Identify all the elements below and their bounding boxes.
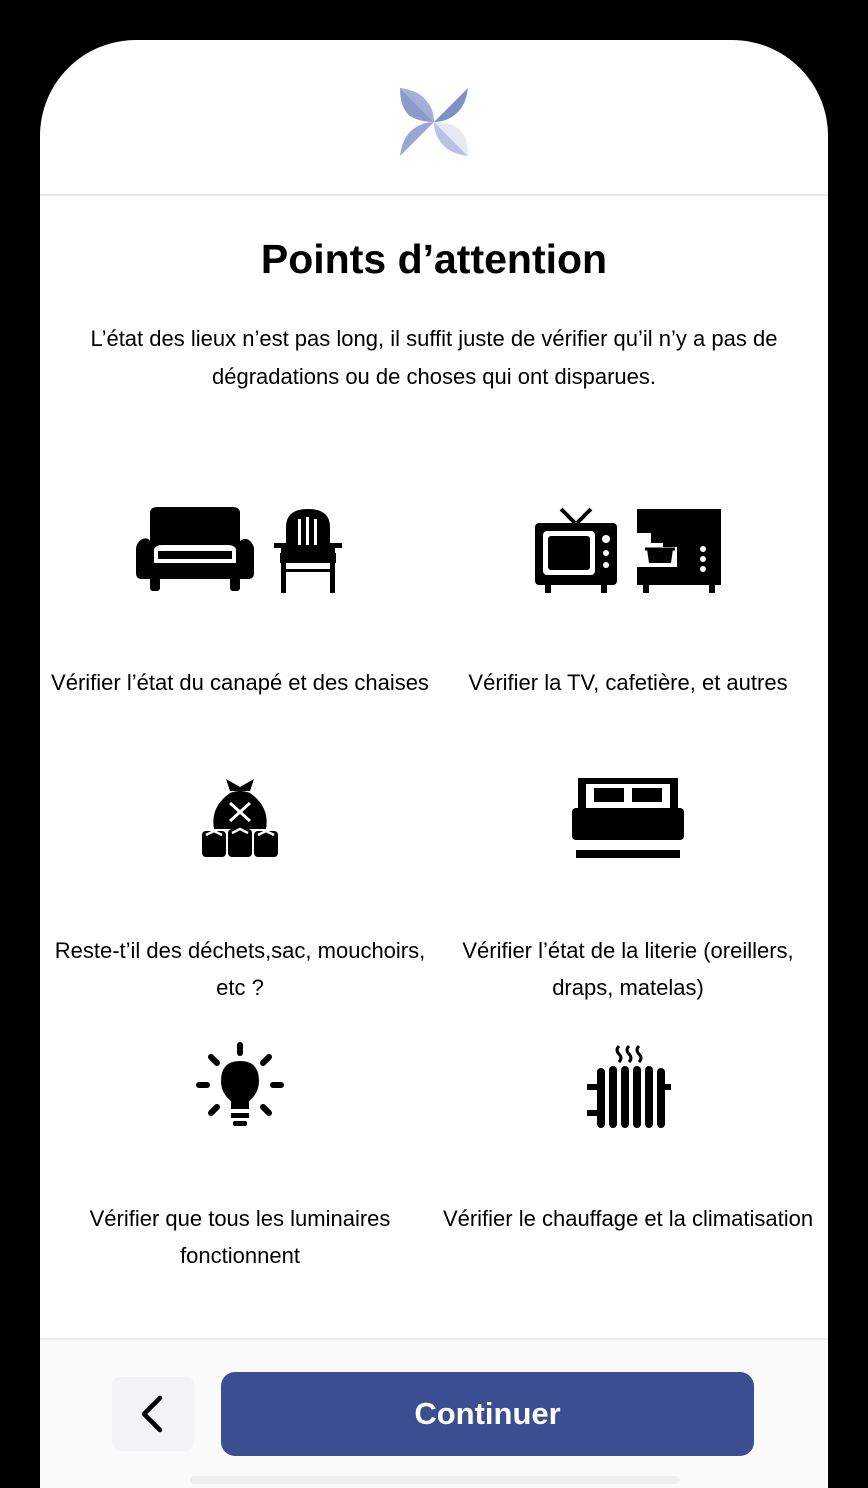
chevron-left-icon bbox=[138, 1394, 168, 1434]
check-label: Vérifier la TV, cafetière, et autres bbox=[468, 670, 788, 695]
check-label: Reste-t’il des déchets,sac, mouchoirs, etc ? bbox=[54, 938, 426, 1000]
page-title: Points d’attention bbox=[260, 236, 608, 282]
tv-icon bbox=[533, 507, 619, 593]
check-label: Vérifier le chauffage et la climatisation bbox=[442, 1206, 814, 1231]
back-button[interactable] bbox=[112, 1377, 194, 1451]
header bbox=[40, 40, 828, 196]
garbage-bags-icon bbox=[200, 773, 280, 863]
check-label: Vérifier que tous les luminaires fonctionnent bbox=[89, 1206, 391, 1268]
check-label: Vérifier l’état de la literie (oreillers, draps, matelas) bbox=[462, 938, 794, 1000]
bed-icon bbox=[572, 774, 684, 862]
home-indicator bbox=[190, 1476, 680, 1484]
light-bulb-icon bbox=[195, 1041, 285, 1131]
pinwheel-logo-icon bbox=[398, 86, 470, 158]
sofa-icon bbox=[136, 507, 254, 593]
check-label: Vérifier l’état du canapé et des chaises bbox=[51, 670, 429, 695]
radiator-icon bbox=[583, 1040, 673, 1132]
screen bbox=[40, 40, 828, 1488]
intro-text: L’état des lieux n’est pas long, il suffit juste de vérifier qu’il n’y a pas de dégradations ou de choses qui ont disparues. bbox=[90, 326, 778, 389]
continue-button[interactable]: Continuer bbox=[221, 1372, 754, 1456]
coffee-machine-icon bbox=[637, 507, 723, 593]
armchair-icon bbox=[272, 507, 344, 593]
